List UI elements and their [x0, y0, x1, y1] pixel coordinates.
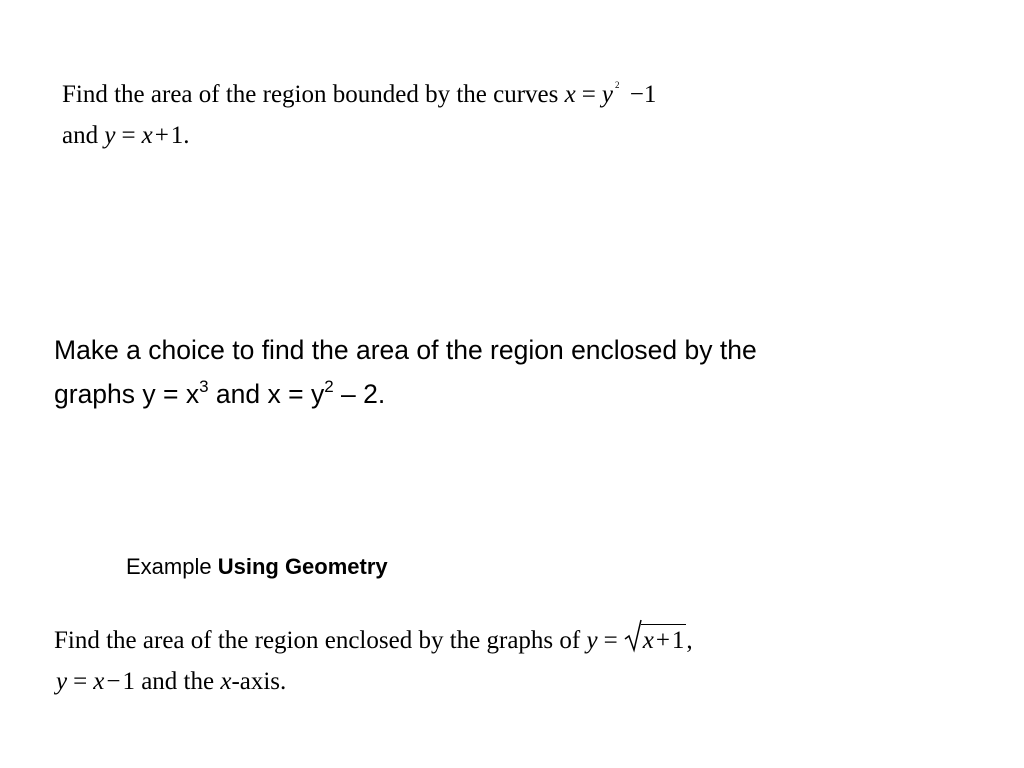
- math-plus: +: [655, 627, 670, 654]
- problem-2-text-c: – 2.: [333, 379, 386, 409]
- problem-2-line-2: [54, 377, 385, 410]
- problem-3-line-2: [56, 668, 286, 696]
- math-var-y: y: [601, 81, 613, 108]
- math-equals: =: [121, 122, 136, 149]
- math-equals: =: [581, 81, 596, 108]
- math-var-x: x: [564, 81, 576, 108]
- example-title: Using Geometry: [217, 554, 388, 579]
- math-one-period: 1.: [170, 122, 190, 149]
- problem-3-text: Find the area of the region enclosed by the graphs of: [54, 627, 581, 654]
- radical-sign-icon: [624, 619, 642, 653]
- example-heading: [126, 554, 388, 580]
- math-one: 1: [671, 627, 685, 654]
- problem-1-line-2: [62, 122, 190, 150]
- problem-2-line-1: [54, 335, 757, 366]
- problem-3-line-1: [54, 624, 693, 655]
- math-exponent: 2: [324, 377, 334, 396]
- math-exponent: 2: [614, 80, 620, 90]
- math-var-x: x: [141, 122, 153, 149]
- math-equals: =: [603, 627, 618, 654]
- math-var-y: y: [56, 668, 68, 695]
- math-var-x: x: [642, 627, 654, 654]
- problem-1-and: and: [62, 122, 99, 149]
- math-var-x: x: [220, 668, 232, 695]
- math-one: 1: [643, 81, 657, 108]
- problem-2-text-b: and x = y: [208, 379, 325, 409]
- math-comma: ,: [686, 627, 693, 654]
- example-label: Example: [126, 554, 218, 579]
- math-one: 1: [122, 668, 135, 695]
- problem-3-axis-text: -axis.: [231, 668, 287, 695]
- math-var-y: y: [104, 122, 116, 149]
- math-var-y: y: [586, 627, 598, 654]
- math-plus: +: [154, 122, 169, 149]
- math-equals: =: [73, 668, 88, 695]
- math-minus: −: [106, 668, 121, 695]
- square-root-expression: [624, 624, 687, 655]
- problem-1-line-1: [62, 80, 656, 109]
- math-var-x: x: [93, 668, 105, 695]
- problem-2-text-line-1: Make a choice to find the area of the region enclosed by the: [54, 335, 757, 365]
- radicand: [641, 624, 687, 655]
- problem-3-text-and: and the: [134, 668, 221, 695]
- math-minus: −: [629, 81, 644, 108]
- problem-1-text: Find the area of the region bounded by the curves: [62, 81, 559, 108]
- math-exponent: 3: [199, 377, 209, 396]
- problem-2-text-a: graphs y = x: [54, 379, 200, 409]
